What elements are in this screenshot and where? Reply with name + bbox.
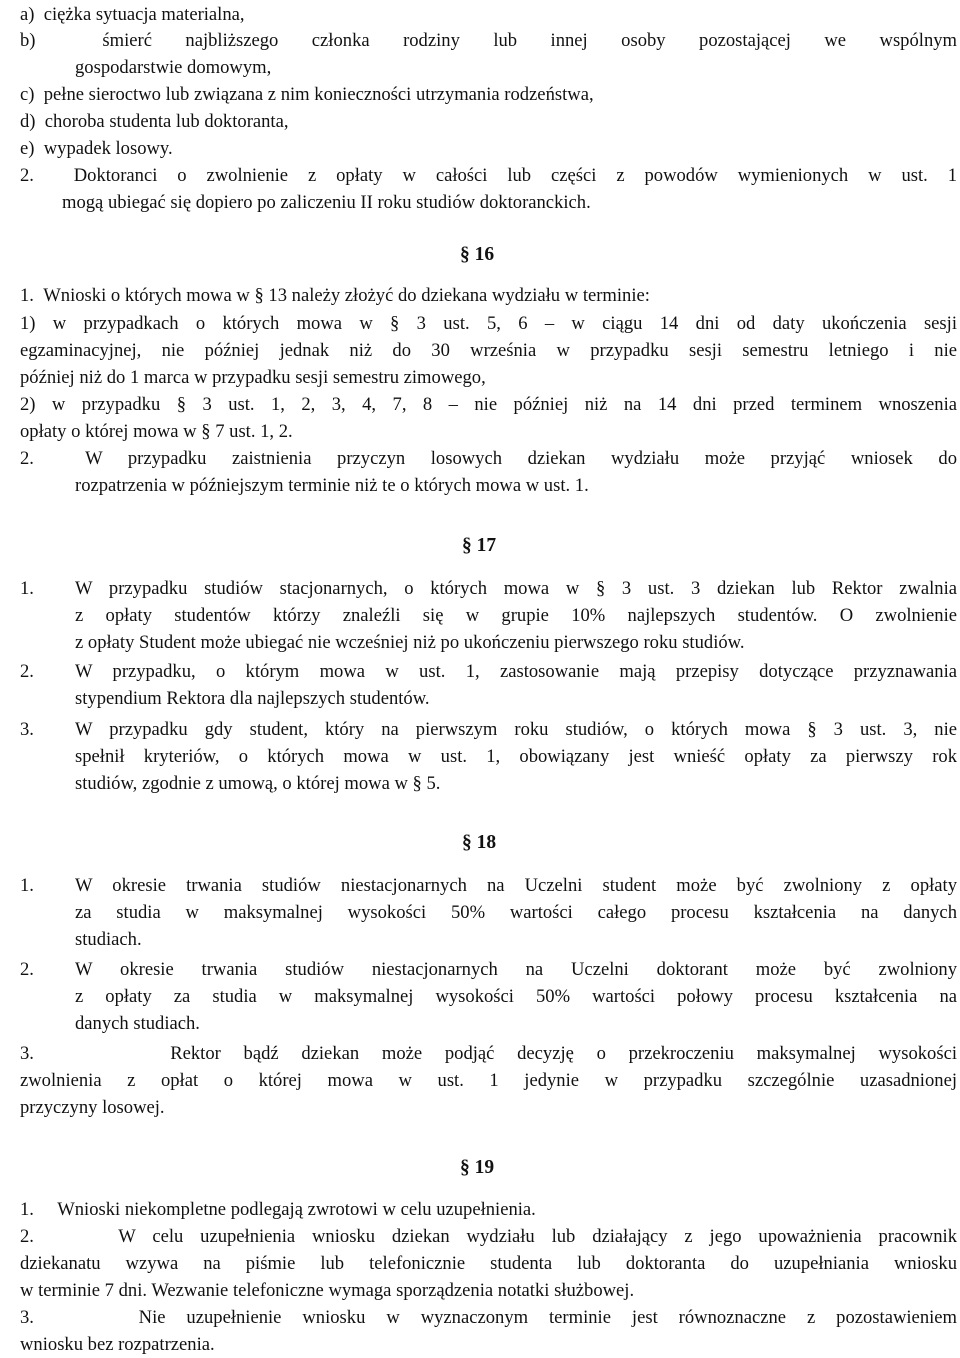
s18-item-1: W okresie trwania studiów niestacjonarnych na Uczelni student może być zwolniony z opłaty: [75, 875, 957, 896]
s17-item-2-cont: stypendium Rektora dla najlepszych studentów.: [75, 688, 430, 709]
s17-num-3: 3.: [20, 719, 34, 740]
s16-item-1-2: 2) w przypadku § 3 ust. 1, 2, 3, 4, 7, 8 – nie później niż na 14 dni przed terminem wnoszenia: [20, 394, 957, 415]
s17-num-1: 1.: [20, 578, 34, 599]
s17-item-3-cont2: studiów, zgodnie z umową, o której mowa w § 5.: [75, 773, 441, 794]
paragraph-2: 2. Doktoranci o zwolnienie z opłaty w całości lub części z powodów wymienionych w ust. 1: [20, 165, 957, 186]
s18-num-1: 1.: [20, 875, 34, 896]
s16-item-2-cont: rozpatrzenia w późniejszym terminie niż te o których mowa w ust. 1.: [75, 475, 589, 496]
list-item-b-cont: gospodarstwie domowym,: [75, 57, 272, 78]
section-19-heading: § 19: [460, 1157, 495, 1178]
s19-item-3: 3. Nie uzupełnienie wniosku w wyznaczonym terminie jest równoznaczne z pozostawieniem: [20, 1307, 957, 1328]
list-item-c: c) pełne sieroctwo lub związana z nim konieczności utrzymania rodzeństwa,: [20, 84, 594, 105]
s18-item-3-cont2: przyczyny losowej.: [20, 1097, 165, 1118]
paragraph-2-cont: mogą ubiegać się dopiero po zaliczeniu II roku studiów doktoranckich.: [62, 192, 591, 213]
s16-item-1-1: 1) w przypadkach o których mowa w § 3 ust. 5, 6 – w ciągu 14 dni od daty ukończenia sesji: [20, 313, 957, 334]
s16-item-1-2-cont: opłaty o której mowa w § 7 ust. 1, 2.: [20, 421, 293, 442]
s16-item-1: 1. Wnioski o których mowa w § 13 należy złożyć do dziekana wydziału w terminie:: [20, 285, 650, 306]
s18-item-3-cont: zwolnienia z opłat o której mowa w ust. 1 jedynie w przypadku szczególnie uzasadnionej: [20, 1070, 957, 1091]
s18-num-2: 2.: [20, 959, 34, 980]
section-16-heading: § 16: [460, 244, 495, 265]
list-item-d: d) choroba studenta lub doktoranta,: [20, 111, 289, 132]
s17-item-1: W przypadku studiów stacjonarnych, o których mowa w § 3 ust. 3 dziekan lub Rektor zwalnia: [75, 578, 957, 599]
section-17-heading: § 17: [462, 535, 497, 556]
list-item-e: e) wypadek losowy.: [20, 138, 173, 159]
s17-item-1-cont2: z opłaty Student może ubiegać nie wcześniej niż po ukończeniu pierwszego roku studiów.: [75, 632, 745, 653]
s19-item-3-cont: wniosku bez rozpatrzenia.: [20, 1334, 215, 1355]
s18-item-1-cont2: studiach.: [75, 929, 142, 950]
s18-item-1-cont: za studia w maksymalnej wysokości 50% wartości całego procesu kształcenia na danych: [75, 902, 957, 923]
s19-item-2-cont: dziekanatu wzywa na piśmie lub telefonicznie studenta lub doktoranta do uzupełniania wniosku: [20, 1253, 957, 1274]
s17-item-3-cont: spełnił kryteriów, o których mowa w ust. 1, obowiązany jest wnieść opłaty za pierwszy rok: [75, 746, 957, 767]
s19-item-2: 2. W celu uzupełnienia wniosku dziekan wydziału lub działający z jego upoważnienia pracownik: [20, 1226, 957, 1247]
s16-item-1-1-cont2: później niż do 1 marca w przypadku sesji semestru zimowego,: [20, 367, 486, 388]
s18-item-3: 3. Rektor bądź dziekan może podjąć decyzję o przekroczeniu maksymalnej wysokości: [20, 1043, 957, 1064]
s16-item-1-1-cont: egzaminacyjnej, nie później jednak niż do 30 września w przypadku sesji semestru letniego i nie: [20, 340, 957, 361]
s18-item-2-cont: z opłaty za studia w maksymalnej wysokości 50% wartości połowy procesu kształcenia na: [75, 986, 957, 1007]
list-item-b: b) śmierć najbliższego członka rodziny lub innej osoby pozostającej we wspólnym: [20, 30, 957, 51]
s17-num-2: 2.: [20, 661, 34, 682]
section-18-heading: § 18: [462, 832, 497, 853]
s19-item-1: 1. Wnioski niekompletne podlegają zwrotowi w celu uzupełnienia.: [20, 1199, 536, 1220]
s19-item-2-cont2: w terminie 7 dni. Wezwanie telefoniczne wymaga sporządzenia notatki służbowej.: [20, 1280, 635, 1301]
s18-item-2: W okresie trwania studiów niestacjonarnych na Uczelni doktorant może być zwolniony: [75, 959, 957, 980]
list-item-a: a) ciężka sytuacja materialna,: [20, 4, 245, 25]
s17-item-1-cont: z opłaty studentów którzy znaleźli się w grupie 10% najlepszych studentów. O zwolnienie: [75, 605, 957, 626]
s17-item-3: W przypadku gdy student, który na pierwszym roku studiów, o których mowa § 3 ust. 3, nie: [75, 719, 957, 740]
s17-item-2: W przypadku, o którym mowa w ust. 1, zastosowanie mają przepisy dotyczące przyznawania: [75, 661, 957, 682]
s16-item-2: 2. W przypadku zaistnienia przyczyn losowych dziekan wydziału może przyjąć wniosek do: [20, 448, 957, 469]
s18-item-2-cont2: danych studiach.: [75, 1013, 200, 1034]
